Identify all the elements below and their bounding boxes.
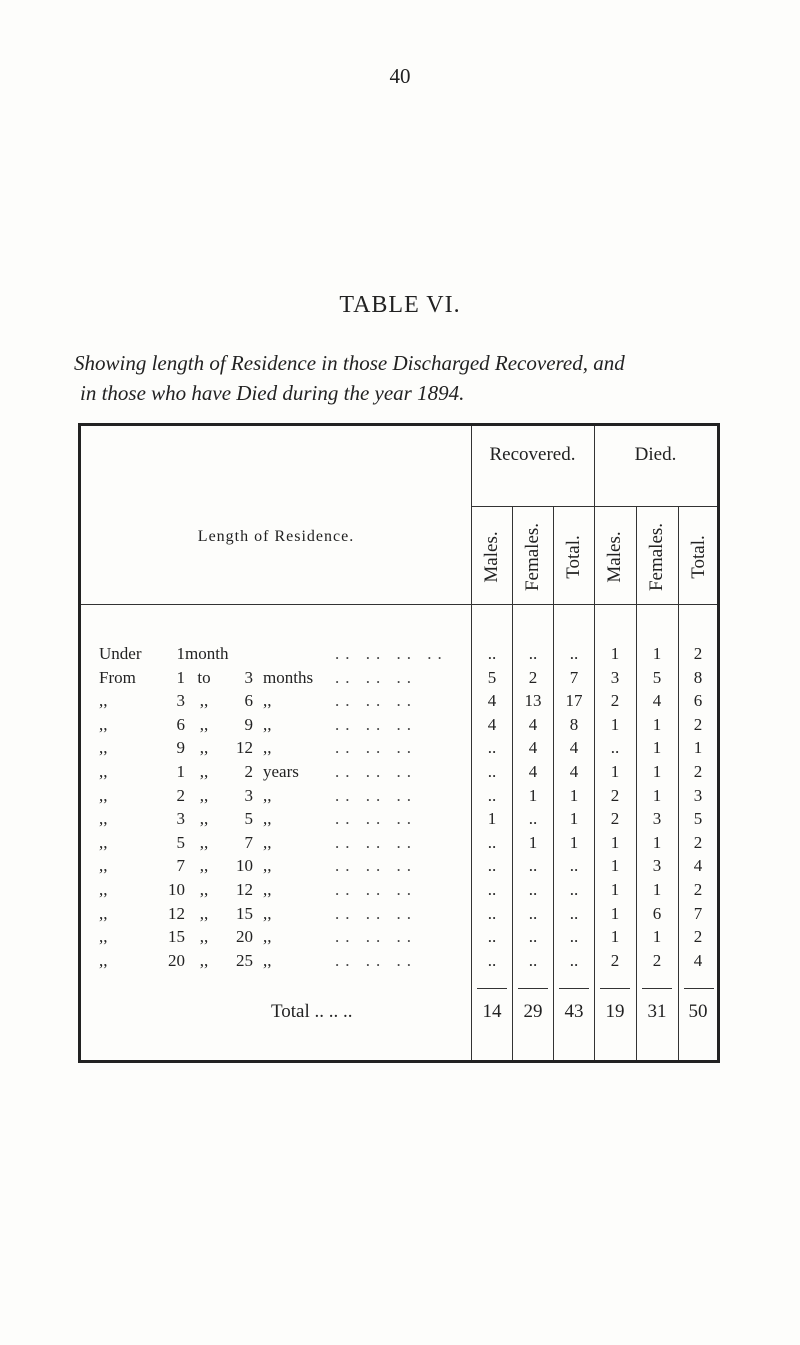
row-label-part: ,, — [199, 691, 209, 711]
cell-recovered-females: .. — [528, 903, 538, 923]
leader-dots: .. .. .. — [335, 691, 417, 711]
row-label-part: ,, — [99, 738, 108, 758]
total-recovered-males: 14 — [482, 1001, 502, 1022]
cell-died-males: 1 — [610, 832, 620, 852]
cell-recovered-males: .. — [487, 785, 497, 805]
cell-recovered-males: .. — [487, 927, 497, 947]
row-label-part: 10 — [236, 856, 253, 876]
row-label — [99, 833, 417, 853]
table-row — [81, 762, 717, 786]
cell-recovered-females: .. — [528, 809, 538, 829]
table-body — [81, 644, 717, 974]
header-recovered-females: Females. — [522, 522, 543, 592]
cell-died-females: 6 — [652, 903, 662, 923]
row-label-part: ,, — [99, 691, 108, 711]
leader-dots: .. .. .. .. — [335, 644, 448, 663]
row-label-part: 9 — [176, 738, 185, 758]
cell-recovered-males: 1 — [487, 809, 497, 829]
cell-died-total: 2 — [693, 644, 703, 663]
leader-dots: .. .. .. — [335, 714, 417, 734]
cell-died-males: 1 — [610, 644, 620, 663]
cell-died-total: 6 — [693, 691, 703, 711]
header-recovered-total: Total. — [563, 535, 584, 579]
leader-dots: .. .. .. — [335, 738, 417, 758]
cell-recovered-total: .. — [569, 856, 579, 876]
cell-died-total: 1 — [693, 738, 703, 758]
row-label-part: ,, — [199, 879, 209, 899]
table-row — [81, 644, 717, 668]
table-row — [81, 786, 717, 810]
cell-recovered-females: 1 — [528, 785, 538, 805]
cell-recovered-males: .. — [487, 950, 497, 970]
cell-died-females: 1 — [652, 644, 662, 663]
cell-recovered-females: .. — [528, 856, 538, 876]
cell-recovered-total: .. — [569, 927, 579, 947]
row-label-part: ,, — [263, 809, 272, 829]
row-label-part: ,, — [199, 927, 209, 947]
cell-died-females: 5 — [652, 667, 662, 687]
row-label-part: month — [185, 644, 229, 663]
table-row — [81, 668, 717, 692]
row-label-part: Under — [99, 644, 142, 663]
cell-died-males: 2 — [610, 809, 620, 829]
cell-recovered-total: .. — [569, 903, 579, 923]
row-label-part: ,, — [263, 832, 272, 852]
row-label-part: ,, — [263, 903, 272, 923]
row-label-part: 25 — [236, 950, 253, 970]
cell-died-females: 3 — [652, 856, 662, 876]
row-label — [99, 762, 417, 782]
table-row — [81, 738, 717, 762]
row-label-part: 2 — [176, 785, 185, 805]
row-label-part: ,, — [99, 785, 108, 805]
total-label: Total .. .. .. — [271, 1001, 353, 1022]
cell-died-females: 1 — [652, 761, 662, 781]
cell-died-total: 2 — [693, 927, 703, 947]
cell-died-males: 2 — [610, 950, 620, 970]
row-label — [99, 880, 417, 900]
header-died: Died. — [634, 444, 677, 465]
cell-died-females: 2 — [652, 950, 662, 970]
row-label-part: 5 — [244, 809, 253, 829]
cell-died-females: 1 — [652, 927, 662, 947]
row-label-part: to — [197, 667, 211, 687]
cell-recovered-total: .. — [569, 879, 579, 899]
cell-recovered-total: 4 — [569, 738, 579, 758]
row-label — [99, 951, 417, 971]
row-label-part: 9 — [244, 714, 253, 734]
row-label — [99, 786, 417, 806]
table-row — [81, 856, 717, 880]
cell-died-males: 2 — [610, 691, 620, 711]
row-label-part: ,, — [199, 950, 209, 970]
cell-recovered-females: .. — [528, 950, 538, 970]
cell-recovered-males: .. — [487, 644, 497, 663]
table-caption — [74, 348, 754, 408]
leader-dots: .. .. .. — [335, 903, 417, 923]
row-label-part: ,, — [263, 879, 272, 899]
row-label-part: ,, — [263, 785, 272, 805]
table-row — [81, 691, 717, 715]
table-row — [81, 809, 717, 833]
row-label-part: months — [263, 667, 314, 687]
row-label-part: ,, — [199, 809, 209, 829]
caption-line-2: in those who have Died during the year 1894. — [80, 381, 465, 405]
caption-line-1: Showing length of Residence in those Discharged Recovered, and — [74, 351, 625, 375]
cell-recovered-females: 4 — [528, 714, 538, 734]
row-label — [99, 715, 417, 735]
row-label-part: ,, — [99, 879, 108, 899]
cell-recovered-total: 1 — [569, 785, 579, 805]
cell-died-total: 8 — [693, 667, 703, 687]
row-label-part: 1 — [176, 761, 185, 781]
leader-dots: .. .. .. — [335, 927, 417, 947]
header-recovered: Recovered. — [489, 444, 576, 465]
cell-died-males: 1 — [610, 903, 620, 923]
leader-dots: .. .. .. — [335, 667, 417, 687]
row-label-part: 12 — [168, 903, 185, 923]
leader-dots: .. .. .. — [335, 950, 417, 970]
row-label-part: 6 — [176, 714, 185, 734]
row-label-part: ,, — [199, 903, 209, 923]
cell-recovered-total: 17 — [565, 691, 583, 711]
cell-died-females: 1 — [652, 832, 662, 852]
cell-recovered-males: 4 — [487, 691, 497, 711]
page-number: 40 — [389, 64, 411, 88]
cell-died-total: 4 — [693, 950, 703, 970]
cell-recovered-total: 4 — [569, 761, 579, 781]
cell-recovered-females: 2 — [528, 667, 538, 687]
row-label-part: ,, — [263, 738, 272, 758]
cell-recovered-females: .. — [528, 879, 538, 899]
row-label-part: ,, — [199, 761, 209, 781]
cell-recovered-males: .. — [487, 856, 497, 876]
row-label — [99, 809, 417, 829]
row-label-part: ,, — [99, 761, 108, 781]
cell-recovered-males: 5 — [487, 667, 497, 687]
cell-recovered-males: .. — [487, 903, 497, 923]
row-label-part: 3 — [244, 785, 253, 805]
cell-recovered-males: .. — [487, 879, 497, 899]
row-label-part: 15 — [236, 903, 253, 923]
cell-recovered-females: .. — [528, 644, 538, 663]
table-row — [81, 715, 717, 739]
row-label — [99, 738, 417, 758]
cell-died-total: 7 — [693, 903, 703, 923]
row-label — [99, 668, 417, 688]
leader-dots: .. .. .. — [335, 761, 417, 781]
cell-recovered-males: .. — [487, 832, 497, 852]
cell-died-total: 2 — [693, 761, 703, 781]
header-recovered-males: Males. — [481, 531, 502, 583]
row-label-part: ,, — [99, 714, 108, 734]
row-label-part: ,, — [263, 714, 272, 734]
cell-died-males: 1 — [610, 879, 620, 899]
row-label-part: ,, — [99, 809, 108, 829]
cell-died-total: 5 — [693, 809, 703, 829]
total-recovered-total: 43 — [564, 1001, 584, 1022]
cell-recovered-total: .. — [569, 950, 579, 970]
table-row — [81, 904, 717, 928]
row-label — [99, 927, 417, 947]
cell-died-total: 3 — [693, 785, 703, 805]
cell-died-males: 1 — [610, 761, 620, 781]
header-died-total: Total. — [688, 535, 709, 579]
row-label — [99, 691, 417, 711]
row-label-part: 5 — [176, 832, 185, 852]
total-died-total: 50 — [688, 1001, 708, 1022]
row-label-part: ,, — [263, 856, 272, 876]
row-label-part: 20 — [236, 927, 253, 947]
leader-dots: .. .. .. — [335, 879, 417, 899]
cell-recovered-females: 1 — [528, 832, 538, 852]
cell-died-total: 2 — [693, 832, 703, 852]
table-row — [81, 833, 717, 857]
row-label-part: 12 — [236, 879, 253, 899]
row-label-part: ,, — [99, 903, 108, 923]
row-label-part: 3 — [244, 667, 253, 687]
table-title: TABLE VI. — [339, 292, 461, 318]
row-label-part: From — [99, 667, 136, 687]
row-label-part: ,, — [99, 927, 108, 947]
cell-died-total: 2 — [693, 714, 703, 734]
cell-died-males: 1 — [610, 856, 620, 876]
cell-died-females: 4 — [652, 691, 662, 711]
row-label-part: ,, — [263, 691, 272, 711]
row-label-part: 2 — [244, 761, 253, 781]
cell-died-females: 1 — [652, 879, 662, 899]
cell-recovered-females: 4 — [528, 738, 538, 758]
row-label-part: ,, — [199, 738, 209, 758]
row-label-part: 1 — [176, 644, 185, 663]
cell-died-males: 3 — [610, 667, 620, 687]
row-label-part: ,, — [99, 856, 108, 876]
row-label-part: ,, — [199, 785, 209, 805]
cell-died-females: 3 — [652, 809, 662, 829]
leader-dots: .. .. .. — [335, 809, 417, 829]
total-died-females: 31 — [647, 1001, 667, 1022]
row-label-part: ,, — [199, 714, 209, 734]
cell-died-total: 2 — [693, 879, 703, 899]
residence-table — [78, 423, 720, 1063]
row-label-part: 7 — [176, 856, 185, 876]
cell-recovered-total: 1 — [569, 832, 579, 852]
table-row — [81, 951, 717, 975]
cell-recovered-females: .. — [528, 927, 538, 947]
row-label-part: 1 — [176, 667, 185, 687]
leader-dots: .. .. .. — [335, 832, 417, 852]
cell-died-total: 4 — [693, 856, 703, 876]
cell-died-males: 1 — [610, 714, 620, 734]
row-label-part: 10 — [168, 879, 185, 899]
row-label-part: ,, — [99, 832, 108, 852]
row-label — [99, 644, 448, 664]
header-length-of-residence: Length of Residence. — [197, 528, 355, 545]
row-label-part: ,, — [263, 950, 272, 970]
row-label-part: ,, — [99, 950, 108, 970]
row-label-part: 15 — [168, 927, 185, 947]
leader-dots: .. .. .. — [335, 785, 417, 805]
cell-recovered-total: .. — [569, 644, 579, 663]
cell-died-males: 1 — [610, 927, 620, 947]
cell-died-females: 1 — [652, 785, 662, 805]
row-label-part: 20 — [168, 950, 185, 970]
row-label-part: 7 — [244, 832, 253, 852]
row-label — [99, 904, 417, 924]
total-died-males: 19 — [605, 1001, 625, 1022]
header-died-males: Males. — [604, 531, 625, 583]
cell-died-females: 1 — [652, 714, 662, 734]
row-label-part: ,, — [263, 927, 272, 947]
table-row — [81, 880, 717, 904]
cell-died-females: 1 — [652, 738, 662, 758]
row-label-part: 3 — [176, 691, 185, 711]
cell-recovered-females: 13 — [524, 691, 542, 711]
cell-recovered-total: 1 — [569, 809, 579, 829]
table-row — [81, 927, 717, 951]
row-label-part: ,, — [199, 832, 209, 852]
row-label-part: ,, — [199, 856, 209, 876]
row-label-part: years — [263, 761, 299, 781]
leader-dots: .. .. .. — [335, 856, 417, 876]
cell-recovered-females: 4 — [528, 761, 538, 781]
row-label-part: 6 — [244, 691, 253, 711]
row-label-part: 12 — [236, 738, 253, 758]
header-died-females: Females. — [646, 522, 667, 592]
cell-recovered-males: .. — [487, 761, 497, 781]
row-label — [99, 856, 417, 876]
cell-recovered-males: 4 — [487, 714, 497, 734]
cell-recovered-males: .. — [487, 738, 497, 758]
cell-died-males: .. — [610, 738, 620, 758]
row-label-part: 3 — [176, 809, 185, 829]
cell-recovered-total: 8 — [569, 714, 579, 734]
cell-died-males: 2 — [610, 785, 620, 805]
total-recovered-females: 29 — [523, 1001, 543, 1022]
cell-recovered-total: 7 — [569, 667, 579, 687]
